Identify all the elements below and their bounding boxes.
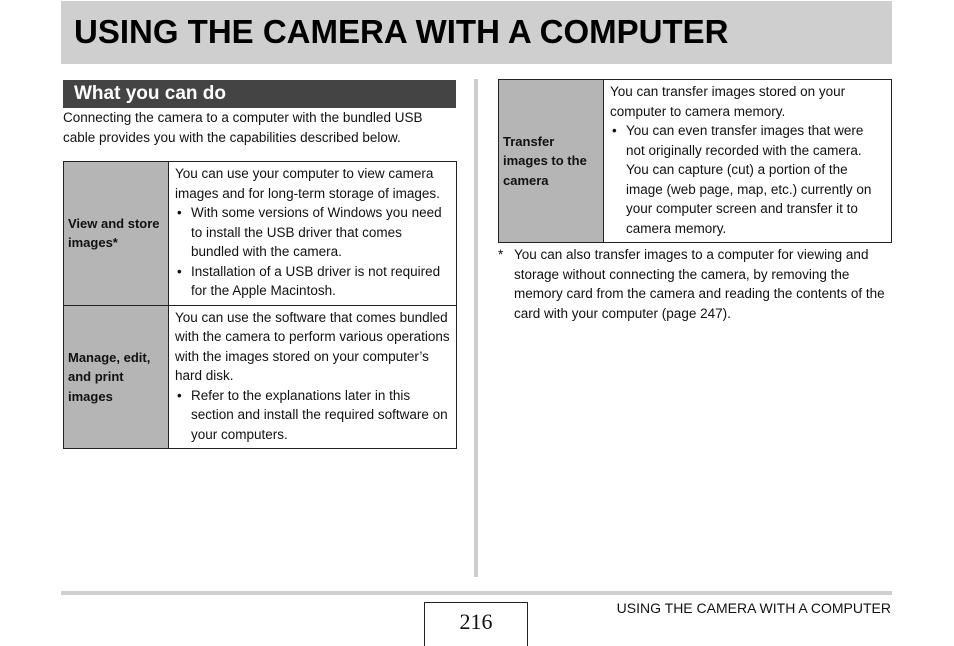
row-description [169,305,457,449]
row-description [169,162,457,306]
row-text: You can use the software that comes bundled with the camera to perform various operations with the images stored on your computer’s hard disk. [175,309,450,383]
footnote [498,245,891,323]
row-label: Manage, edit, and print images [64,305,169,449]
footnote-text: You can also transfer images to a computer for viewing and storage without connecting the camera, by removing the memory card from the camera and reading the contents of the card with your computer (page 247). [514,247,885,321]
table-row [64,162,457,306]
row-description [604,80,892,243]
row-label: Transfer images to the camera [499,80,604,243]
table-row [499,80,892,243]
footer-rule [61,591,892,595]
running-title: USING THE CAMERA WITH A COMPUTER [616,600,891,616]
intro-paragraph: Connecting the camera to a computer with the bundled USB cable provides you with the capabilities described below. [63,110,423,145]
footnote-mark: * [498,247,504,262]
page-number-box [424,602,528,646]
row-label: View and store images* [64,162,169,306]
capabilities-table-right [498,79,892,243]
table-row [64,305,457,449]
bullet-list [175,386,450,445]
bullet-list [175,203,450,301]
list-item: • With some versions of Windows you need to install the USB driver that comes bundled with the camera. [175,203,450,262]
row-text: You can transfer images stored on your computer to camera memory. [610,84,846,119]
list-item: • You can even transfer images that were not originally recorded with the camera. You can capture (cut) a portion of the image (web page, map, etc.) currently on your computer screen and transfer it to camera memory. [610,121,885,238]
page-title: USING THE CAMERA WITH A COMPUTER [74,13,729,50]
list-item: • Installation of a USB driver is not required for the Apple Macintosh. [175,262,450,301]
page-number: 216 [459,609,493,634]
capabilities-table-left [63,161,457,449]
column-divider [474,79,478,577]
bullet-list [610,121,885,238]
section-header [63,80,456,108]
row-text: You can use your computer to view camera images and for long-term storage of images. [175,166,440,201]
list-item: • Refer to the explanations later in this section and install the required software on your computers. [175,386,450,445]
section-heading: What you can do [74,83,226,104]
title-bar [61,1,892,64]
